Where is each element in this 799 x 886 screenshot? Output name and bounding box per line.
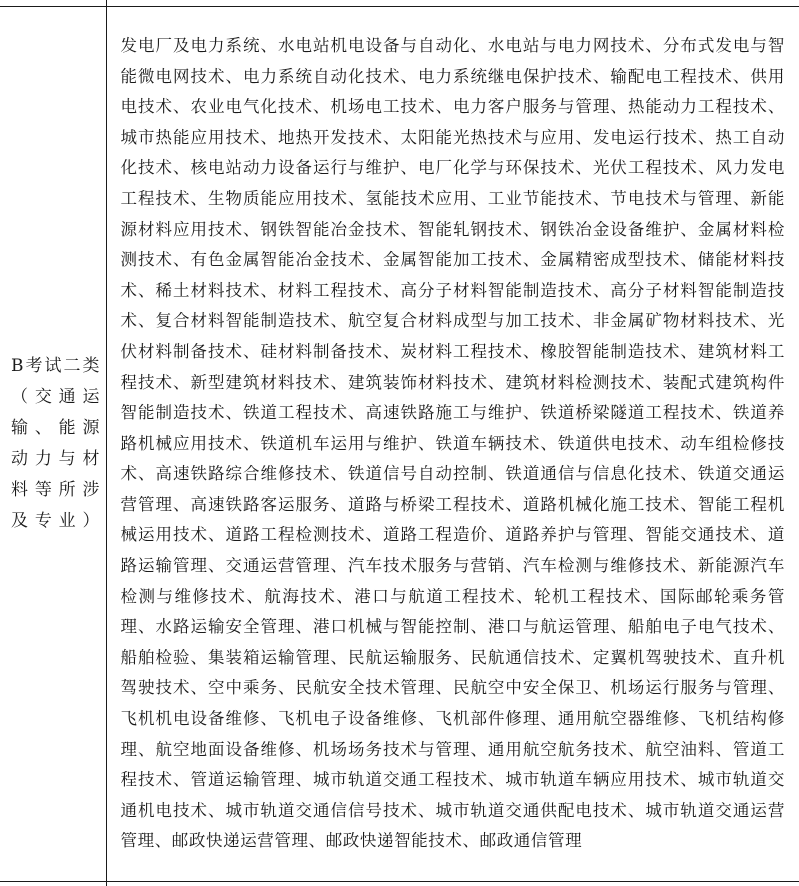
majors-cell xyxy=(106,7,799,882)
next-row-right-cell xyxy=(106,882,799,886)
category-label: B考试二类（交通运输、能源动力与材料等所涉及专业） xyxy=(11,356,102,531)
category-cell xyxy=(0,7,106,882)
next-row-left-cell xyxy=(0,882,106,886)
category-row xyxy=(0,7,799,882)
majors-list-text: 发电厂及电力系统、水电站机电设备与自动化、水电站与电力网技术、分布式发电与智能微电网技术、电力系统自动化技术、电力系统继电保护技术、输配电工程技术、供用电技术、农业电气化技术、机场电工技术、电力客户服务与管理、热能动力工程技术、城市热能应用技术、地热开发技术、太阳能光热技术与应用、发电运行技术、热工自动化技术、核电站动力设备运行与维护、电厂化学与环保技术、光伏工程技术、风力发电工程技术、生物质能应用技术、氢能技术应用、工业节能技术、节电技术与管理、新能源材料应用技术、钢铁智能冶金技术、智能轧钢技术、钢铁冶金设备维护、金属材料检测技术、有色金属智能冶金技术、金属智能加工技术、金属精密成型技术、储能材料技术、稀土材料技术、材料工程技术、高分子材料智能制造技术、高分子材料智能制造技术、复合材料智能制造技术、航空复合材料成型与加工技术、非金属矿物材料技术、光伏材料制备技术、硅材料制备技术、炭材料工程技术、橡胶智能制造技术、建筑材料工程技术、新型建筑材料技术、建筑装饰材料技术、建筑材料检测技术、装配式建筑构件智能制造技术、铁道工程技术、高速铁路施工与维护、铁道桥梁隧道工程技术、铁道养路机械应用技术、铁道机车运用与维护、铁道车辆技术、铁道供电技术、动车组检修技术、高速铁路综合维修技术、铁道信号自动控制、铁道通信与信息化技术、铁道交通运营管理、高速铁路客运服务、道路与桥梁工程技术、道路机械化施工技术、智能工程机械运用技术、道路工程检测技术、道路工程造价、道路养护与管理、智能交通技术、道路运输管理、交通运营管理、汽车技术服务与营销、汽车检测与维修技术、新能源汽车检测与维修技术、航海技术、港口与航道工程技术、轮机工程技术、国际邮轮乘务管理、水路运输安全管理、港口机械与智能控制、港口与航运管理、船舶电子电气技术、船舶检验、集装箱运输管理、民航运输服务、民航通信技术、定翼机驾驶技术、直升机驾驶技术、空中乘务、民航安全技术管理、民航空中安全保卫、机场运行服务与管理、飞机机电设备维修、飞机电子设备维修、飞机部件修理、通用航空器维修、飞机结构修理、航空地面设备维修、机场场务技术与管理、通用航空航务技术、航空油料、管道工程技术、管道运输管理、城市轨道交通工程技术、城市轨道车辆应用技术、城市轨道交通机电技术、城市轨道交通信信号技术、城市轨道交通供配电技术、城市轨道交通运营管理、邮政快递运营管理、邮政快递智能技术、邮政通信管理 xyxy=(120,35,785,851)
next-row-edge xyxy=(0,882,799,886)
